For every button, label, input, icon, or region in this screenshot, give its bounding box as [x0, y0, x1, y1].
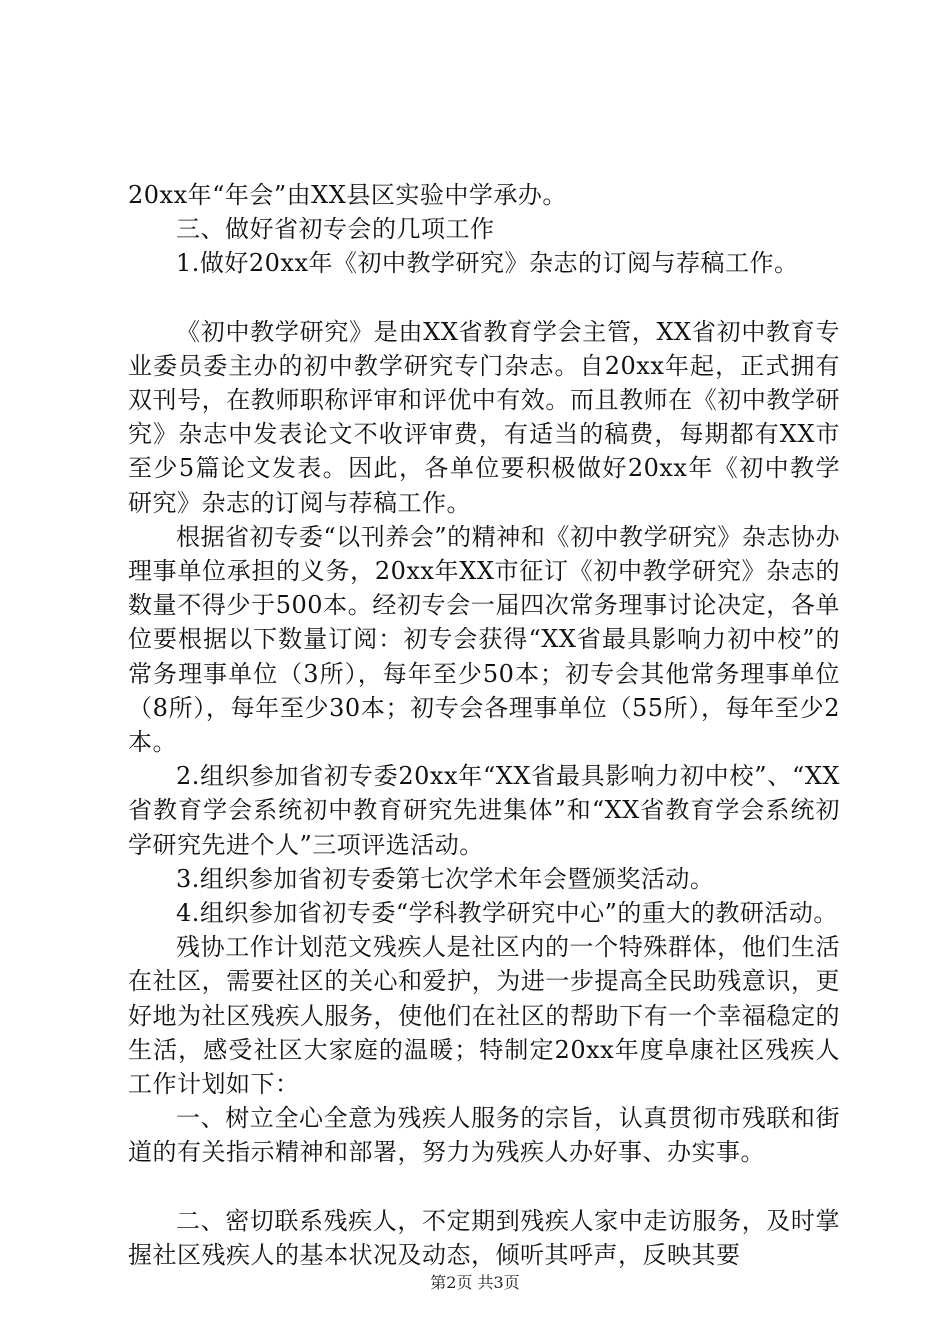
document-body	[128, 178, 840, 1272]
plan-point-two: 二、密切联系残疾人，不定期到残疾人家中走访服务，及时掌握社区残疾人的基本状况及动态，倾听其呼声，反映其要	[128, 1206, 840, 1269]
item-two-text: 2.组织参加省初专委20xx年“XX省最具影响力初中校”、“XX省教育学会系统初中教育研究先进集体”和“XX省教育学会系统初学研究先进个人”三项评选活动。	[128, 762, 840, 859]
plan-point-one: 一、树立全心全意为残疾人服务的宗旨，认真贯彻市残联和街道的有关指示精神和部署，努力为残疾人办好事、办实事。	[128, 1104, 840, 1167]
item-four-text: 4.组织参加省初专委“学科教学研究中心”的重大的教研活动。	[176, 899, 838, 928]
paragraph-journal-intro: 《初中教学研究》是由XX省教育学会主管，XX省初中教育专业委员委主办的初中教学研究专门杂志。自20xx年起，正式拥有双刊号，在教师职称评审和评优中有效。而且教师在《初中教学研究》杂志中发表论文不收评审费，有适当的稿费，每期都有XX市至少5篇论文发表。因此，各单位要积极做好20xx年《初中教学研究》杂志的订阅与荐稿工作。	[128, 317, 840, 517]
paragraph-subscription-quota: 根据省初专委“以刊养会”的精神和《初中教学研究》杂志协办理事单位承担的义务，20xx年XX市征订《初中教学研究》杂志的数量不得少于500本。经初专会一届四次常务理事讨论决定，各单位要根据以下数量订阅：初专会获得“XX省最具影响力初中校”的常务理事单位（3所），每年至少50本；初专会其他常务理事单位（8所），每年至少30本；初专会各理事单位（55所），每年至少2本。	[128, 522, 840, 757]
section-heading-three: 三、做好省初专会的几项工作	[176, 215, 495, 244]
paragraph-continuation: 20xx年“年会”由XX县区实验中学承办。	[128, 181, 567, 209]
item-one-heading: 1.做好20xx年《初中教学研究》杂志的订阅与荐稿工作。	[176, 249, 799, 278]
page-footer: 第2页 共3页	[430, 1273, 520, 1292]
item-three-text: 3.组织参加省初专委第七次学术年会暨颁奖活动。	[176, 864, 715, 893]
paragraph-disability-plan-intro: 残协工作计划范文残疾人是社区内的一个特殊群体，他们生活在社区，需要社区的关心和爱护，为进一步提高全民助残意识，更好地为社区残疾人服务，使他们在社区的帮助下有一个幸福稳定的生活，感受社区大家庭的温暖；特制定20xx年度阜康社区残疾人工作计划如下：	[128, 933, 840, 1099]
